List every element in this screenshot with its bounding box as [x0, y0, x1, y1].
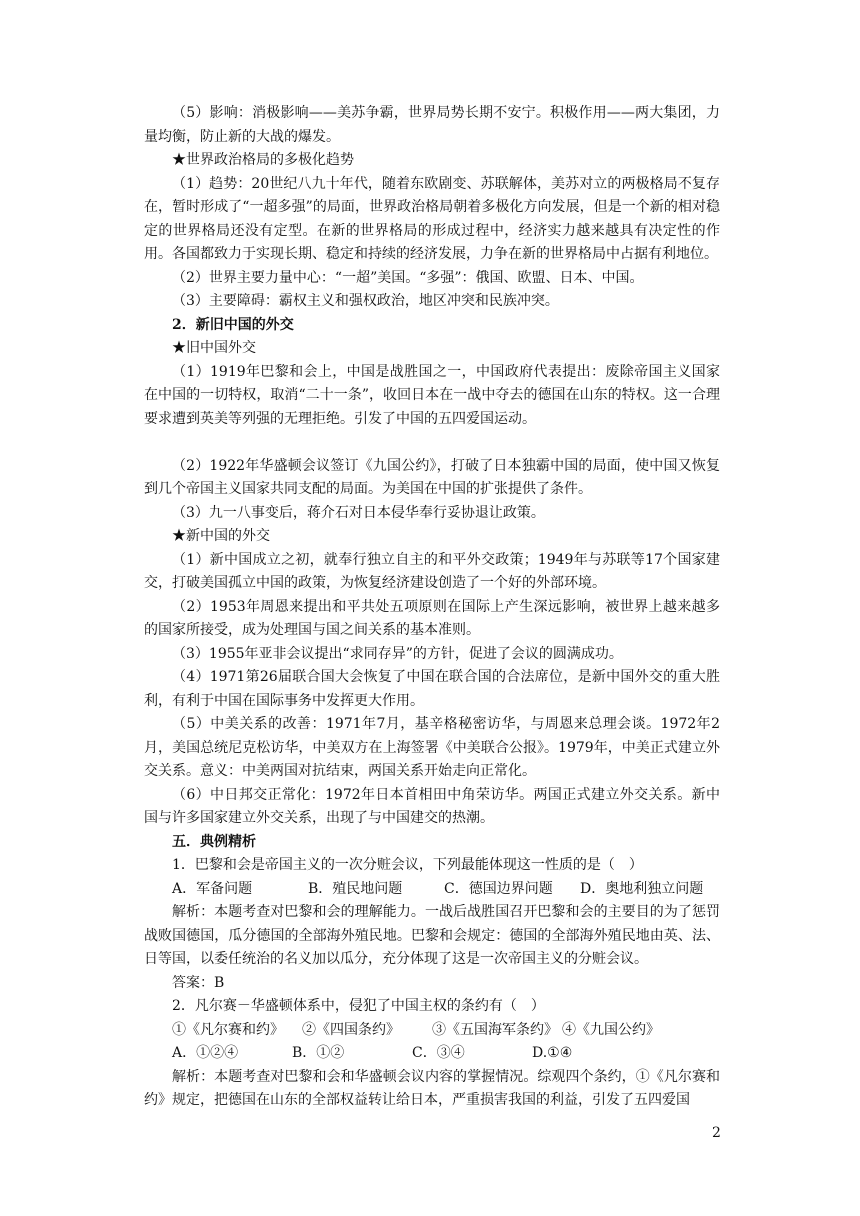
answer-1: 答案：B [172, 974, 225, 991]
option-b: B．①② [292, 1045, 345, 1061]
option-d: D.①④ [532, 1045, 573, 1061]
paragraph-five-principles: （2）1953年周恩来提出和平共处五项原则在国际上产生深远影响，被世界上越来越多的国家所接受，成为处理国与国之间关系的基本准则。 [144, 598, 720, 638]
option-a: A．①②④ [172, 1045, 239, 1061]
option-c: C．德国边界问题 [444, 880, 553, 897]
heading-old-china: ★旧中国外交 [172, 340, 256, 356]
section-heading-diplomacy: 2．新旧中国的外交 [172, 316, 294, 333]
paragraph-paris-conference: （1）1919年巴黎和会上，中国是战胜国之一，中国政府代表提出：废除帝国主义国家在中国的一切特权，取消“二十一条”，收回日本在一战中夺去的德国在山东的特权。这一合理要求遭到英美等列强的无理拒绝。引发了中国的五四爱国运动。 [144, 363, 720, 427]
question-1: 1．巴黎和会是帝国主义的一次分赃会议，下列最能体现这一性质的是（ ） [172, 857, 643, 873]
treaty-4: ④《九国公约》 [562, 1021, 660, 1038]
question-2-options [144, 1042, 720, 1066]
page-number: 2 [712, 1125, 721, 1141]
treaty-2: ②《四国条约》 [302, 1021, 400, 1038]
analysis-2: 解析：本题考查对巴黎和会和华盛顿会议内容的掌握情况。综观四个条约，①《凡尔赛和约》规定，把德国在山东的全部权益转让给日本，严重损害我国的利益，引发了五四爱国 [144, 1068, 720, 1108]
blank-line [144, 431, 720, 455]
treaty-3: ③《五国海军条约》 [432, 1021, 558, 1038]
option-a: A．军备问题 [172, 880, 253, 897]
paragraph-obstacles: （3）主要障碍：霸权主义和强权政治，地区冲突和民族冲突。 [172, 293, 559, 309]
heading-multipolar: ★世界政治格局的多极化趋势 [172, 152, 354, 168]
option-c: C．③④ [412, 1045, 465, 1061]
paragraph-trend: （1）趋势：20世纪八九十年代，随着东欧剧变、苏联解体，美苏对立的两极格局不复存在，暂时形成了“一超多强”的局面，世界政治格局朝着多极化方向发展，但是一个新的相对稳定的世界格局还没有定型。在新的世界格局的形成过程中，经济实力越来越具有决定性的作用。各国都致力于实现长期、稳定和持续的经济发展，力争在新的世界格局中占据有利地位。 [144, 175, 720, 262]
question-2-treaties [144, 1019, 720, 1043]
treaty-1: ①《凡尔赛和约》 [172, 1021, 284, 1038]
paragraph-bandung: （3）1955年亚非会议提出“求同存异”的方针，促进了会议的圆满成功。 [172, 645, 623, 662]
paragraph-918-incident: （3）九一八事变后，蒋介石对日本侵华奉行妥协退让政策。 [172, 504, 545, 521]
analysis-1: 解析：本题考查对巴黎和会的理解能力。一战后战胜国召开巴黎和会的主要目的为了惩罚战败国德国，瓜分德国的全部海外殖民地。巴黎和会规定：德国的全部海外殖民地由英、法、日等国，以委任统治的名义加以瓜分，充分体现了这是一次帝国主义的分赃会议。 [144, 904, 720, 967]
paragraph-peaceful-policy: （1）新中国成立之初，就奉行独立自主的和平外交政策；1949年与苏联等17个国家建交，打破美国孤立中国的政策，为恢复经济建设创造了一个好的外部环境。 [144, 551, 720, 591]
section-heading-examples: 五．典例精析 [172, 833, 256, 850]
option-d: D．奥地利独立问题 [580, 880, 704, 897]
paragraph-washington-conference: （2）1922年华盛顿会议签订《九国公约》，打破了日本独霸中国的局面，使中国又恢复到几个帝国主义国家共同支配的局面。为美国在中国的扩张提供了条件。 [144, 457, 720, 497]
option-b: B．殖民地问题 [308, 880, 403, 897]
heading-new-china: ★新中国的外交 [172, 528, 270, 544]
paragraph-sino-us: （5）中美关系的改善：1971年7月，基辛格秘密访华，与周恩来总理会谈。1972年2月，美国总统尼克松访华，中美双方在上海签署《中美联合公报》。1979年，中美正式建立外交关系。意义：中美两国对抗结束，两国关系开始走向正常化。 [144, 716, 720, 779]
paragraph-sino-japan: （6）中日邦交正常化：1972年日本首相田中角荣访华。两国正式建立外交关系。新中国与许多国家建立外交关系，出现了与中国建交的热潮。 [144, 786, 720, 826]
question-1-options [144, 878, 720, 902]
document-body [144, 102, 720, 1113]
paragraph-power-centers: （2）世界主要力量中心：“一超”美国。“多强”：俄国、欧盟、日本、中国。 [172, 269, 644, 286]
paragraph-influence: （5）影响：消极影响——美苏争霸，世界局势长期不安宁。积极作用——两大集团，力量均衡，防止新的大战的爆发。 [144, 105, 720, 145]
question-2: 2．凡尔赛－华盛顿体系中，侵犯了中国主权的条约有（ ） [172, 998, 545, 1014]
paragraph-un-seat: （4）1971第26届联合国大会恢复了中国在联合国的合法席位，是新中国外交的重大胜利，有利于中国在国际事务中发挥更大作用。 [144, 669, 720, 709]
